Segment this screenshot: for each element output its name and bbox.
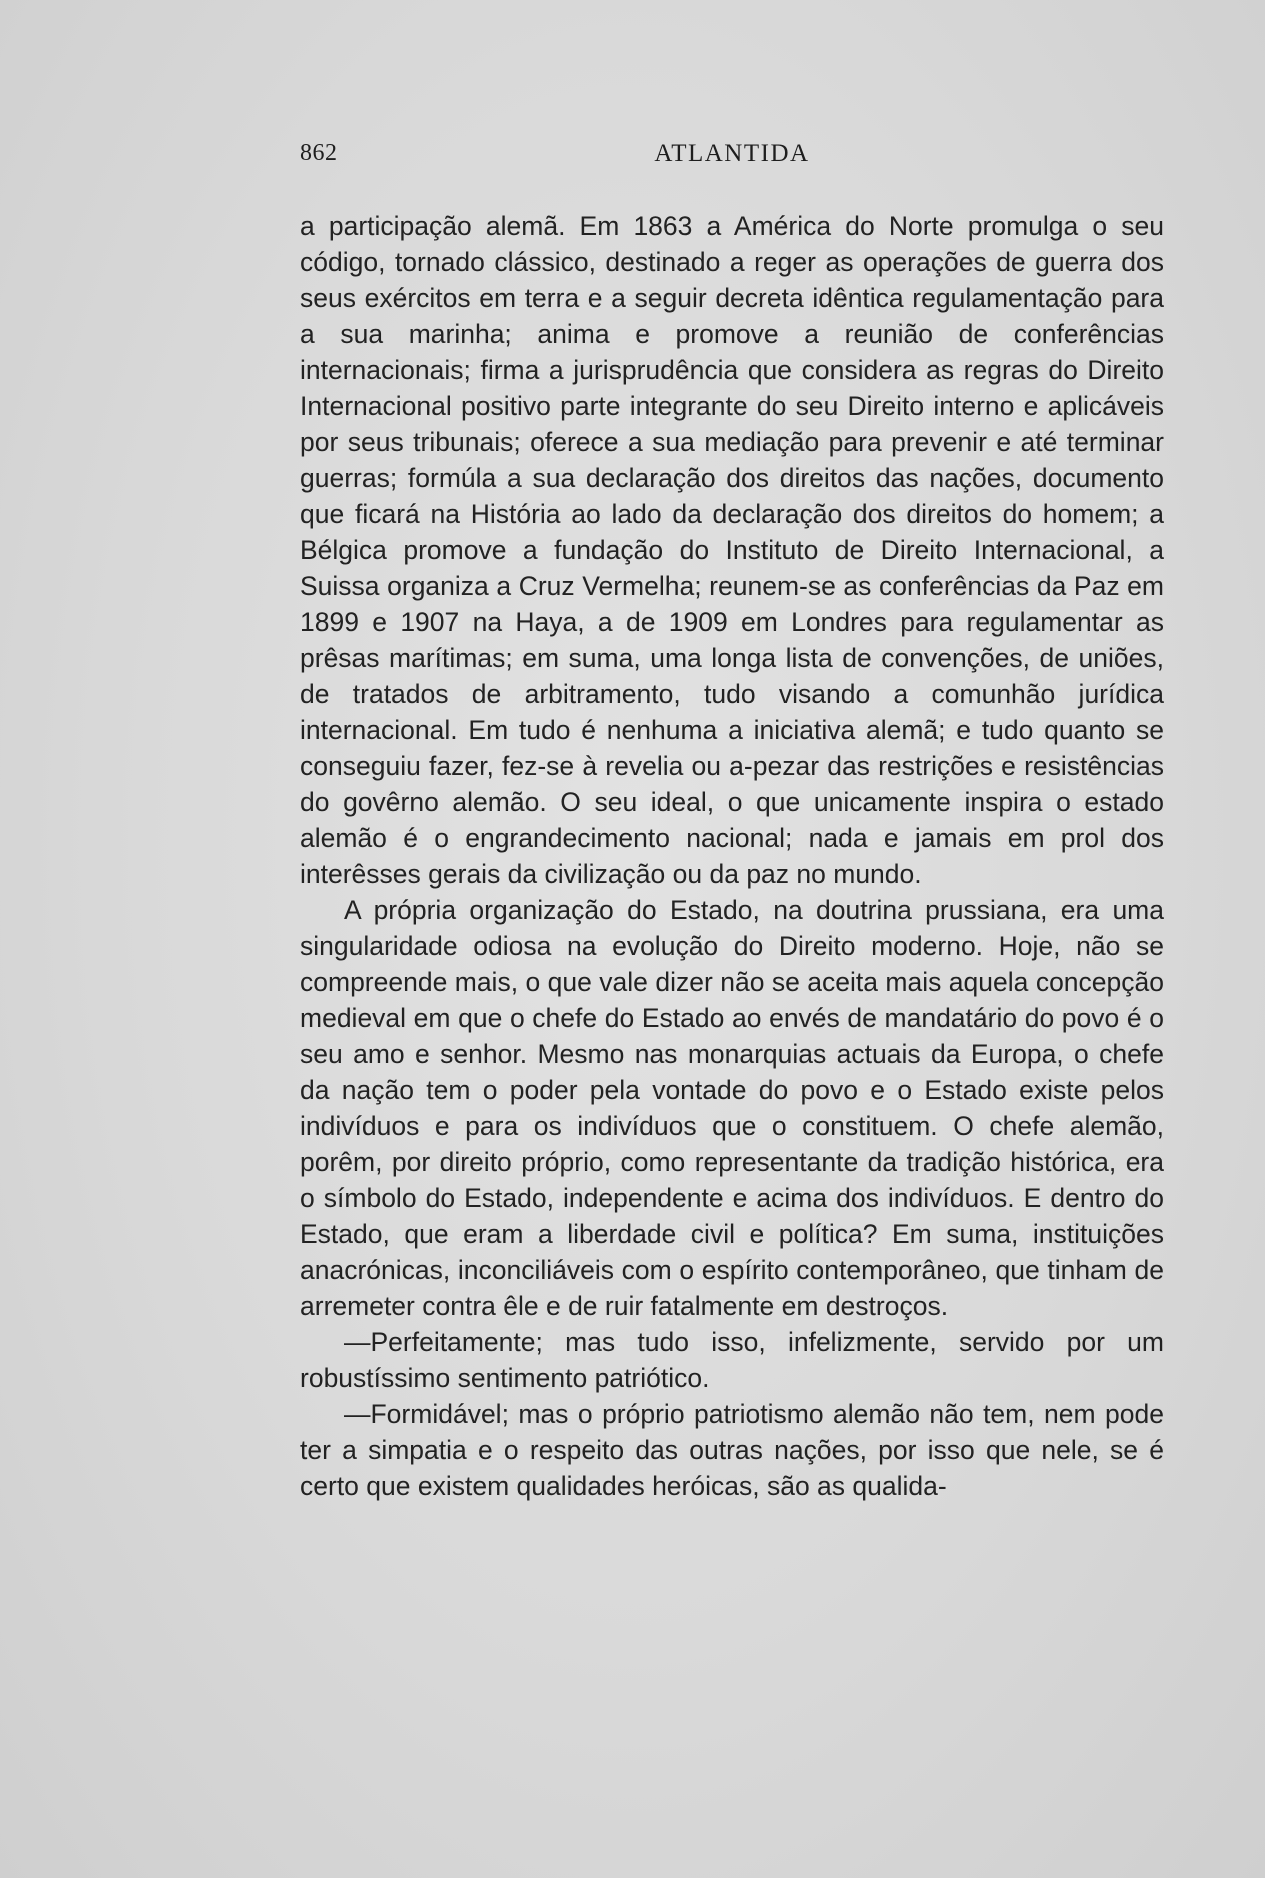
page-header xyxy=(300,140,1164,180)
page-number: 862 xyxy=(300,140,338,166)
dialog-line-1: —Perfeitamente; mas tudo isso, infelizmente, servido por um robustíssimo sentimento patriótico. xyxy=(300,1327,1164,1393)
paragraph-2: A própria organização do Estado, na doutrina prussiana, era uma singularidade odiosa na evolução do Direito moderno. Hoje, não se compreende mais, o que vale dizer não se aceita mais aquela concepção medieval em que o chefe do Estado ao envés de mandatário do povo é o seu amo e senhor. Mesmo nas monarquias actuais da Europa, o chefe da nação tem o poder pela vontade do povo e o Estado existe pelos indivíduos e para os indivíduos que o constituem. O chefe alemão, porêm, por direito próprio, como representante da tradição histórica, era o símbolo do Estado, independente e acima dos indivíduos. E dentro do Estado, que eram a liberdade civil e política? Em suma, instituições anacrónicas, inconciliáveis com o espírito contemporâneo, que tinham de arremeter contra êle e de ruir fatalmente em destroços. xyxy=(300,895,1164,1321)
running-title: ATLANTIDA xyxy=(654,140,810,167)
dialog-line-2: —Formidável; mas o próprio patriotismo alemão não tem, nem pode ter a simpatia e o respeito das outras nações, por isso que nele, se é certo que existem qualidades heróicas, são as qualida- xyxy=(300,1399,1164,1501)
paragraph-1: a participação alemã. Em 1863 a América do Norte promulga o seu código, tornado clássico, destinado a reger as operações de guerra dos seus exércitos em terra e a seguir decreta idêntica regulamentação para a sua marinha; anima e promove a reunião de conferências internacionais; firma a jurisprudência que considera as regras do Direito Internacional positivo parte integrante do seu Direito interno e aplicáveis por seus tribunais; oferece a sua mediação para prevenir e até terminar guerras; formúla a sua declaração dos direitos das nações, documento que ficará na História ao lado da declaração dos direitos do homem; a Bélgica promove a fundação do Instituto de Direito Internacional, a Suissa organiza a Cruz Vermelha; reunem-se as conferências da Paz em 1899 e 1907 na Haya, a de 1909 em Londres para regulamentar as prêsas marítimas; em suma, uma longa lista de convenções, de uniões, de tratados de arbitramento, tudo visando a comunhão jurídica internacional. Em tudo é nenhuma a iniciativa alemã; e tudo quanto se conseguiu fazer, fez-se à revelia ou a-pezar das restrições e resistências do govêrno alemão. O seu ideal, o que unicamente inspira o estado alemão é o engrandecimento nacional; nada e jamais em prol dos interêsses gerais da civilização ou da paz no mundo. xyxy=(300,211,1164,889)
body-text xyxy=(300,208,1164,1504)
